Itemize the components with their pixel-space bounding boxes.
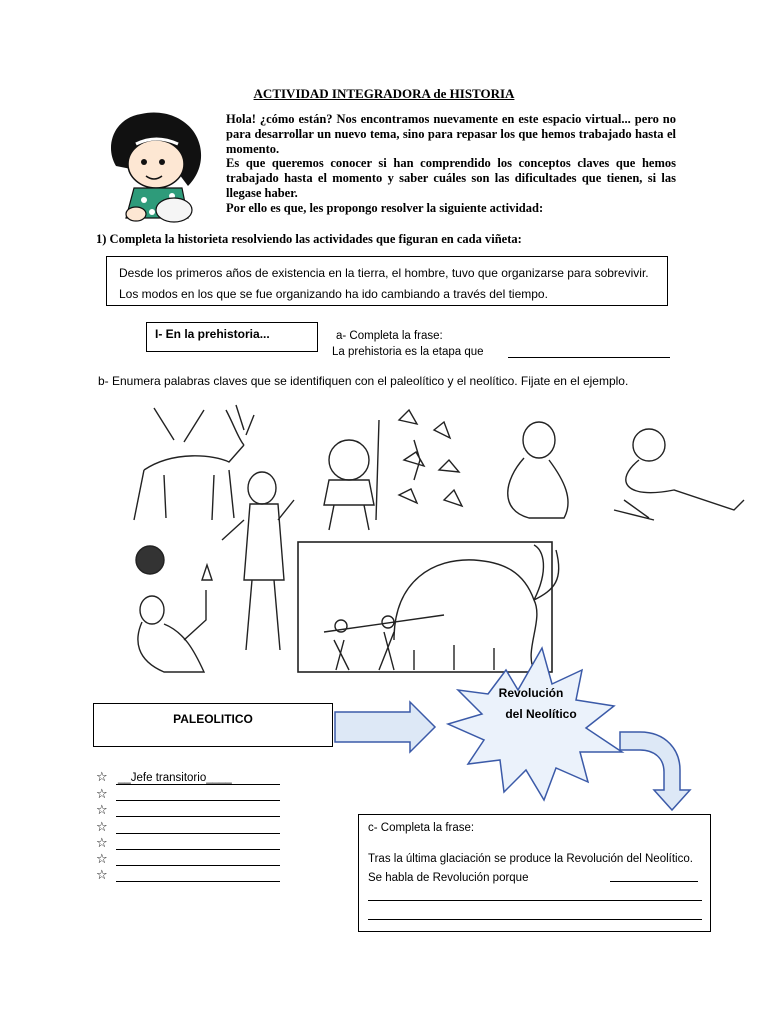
intro-text (226, 112, 676, 216)
intro-line-2: Es que queremos conocer si han comprendido los conceptos claves que hemos trabajado hasta el momento y saber cuáles son las dificultades que tienen, si las llegase haber. (226, 156, 676, 200)
question-c-answer-line[interactable] (368, 900, 702, 901)
question-c-answer-line[interactable] (368, 919, 702, 920)
star-icon: ☆ (96, 770, 108, 785)
worksheet-title: ACTIVIDAD INTEGRADORA de HISTORIA (253, 86, 515, 101)
keyword-line[interactable] (116, 868, 280, 882)
star-icon: ☆ (96, 852, 108, 867)
intro-line-1: Hola! ¿cómo están? Nos encontramos nuevamente en este espacio virtual... pero no para desarrollar un nuevo tema, sino para repasar los que hemos trabajado hasta el momento. (226, 112, 676, 156)
keyword-line[interactable] (116, 852, 280, 866)
keyword-line[interactable] (116, 803, 280, 817)
keyword-line[interactable] (116, 787, 280, 801)
curved-arrow-icon (620, 732, 690, 810)
keyword-line[interactable] (116, 836, 280, 850)
section-label: I- En la prehistoria... (155, 327, 270, 341)
question-a-text: La prehistoria es la etapa que (332, 346, 484, 358)
star-icon: ☆ (96, 787, 108, 802)
flow-graphics (330, 640, 700, 812)
question-b-text: b- Enumera palabras claves que se identifiquen con el paleolítico y el neolítico. Fijate en el ejemplo. (98, 374, 629, 388)
question-c-answer-line[interactable] (610, 881, 698, 882)
revolution-label-1: Revolución (498, 686, 564, 700)
star-icon: ☆ (96, 868, 108, 883)
star-icon: ☆ (96, 836, 108, 851)
keyword-line (116, 771, 280, 785)
right-arrow-icon (335, 702, 435, 752)
cartoon-girl-illustration (96, 106, 214, 224)
intro-line-3: Por ello es que, les propongo resolver la siguiente actividad: (226, 200, 544, 215)
keyword-line[interactable] (116, 820, 280, 834)
star-icon: ☆ (96, 820, 108, 835)
context-box (106, 256, 668, 306)
instruction-1: 1) Completa la historieta resolviendo las actividades que figuran en cada viñeta: (96, 232, 522, 246)
star-icon: ☆ (96, 803, 108, 818)
section-label-box (146, 322, 318, 352)
example-keyword: __Jefe transitorio____ (118, 772, 232, 784)
question-c-text: Tras la última glaciación se produce la Revolución del Neolítico. Se habla de Revolución porque (368, 853, 693, 884)
burst-shape (448, 648, 622, 800)
question-a-title: a- Completa la frase: (336, 330, 443, 342)
revolution-label-2: del Neolítico (505, 707, 577, 721)
paleolithic-box (93, 703, 333, 747)
question-a-answer-line[interactable] (508, 357, 670, 358)
context-text: Desde los primeros años de existencia en la tierra, el hombre, tuvo que organizarse para sobrevivir. Los modos en los que se fue organizando ha ido cambiando a través del tiempo. (119, 266, 649, 301)
paleolithic-label: PALEOLITICO (173, 712, 253, 726)
question-c-title: c- Completa la frase: (368, 822, 475, 834)
